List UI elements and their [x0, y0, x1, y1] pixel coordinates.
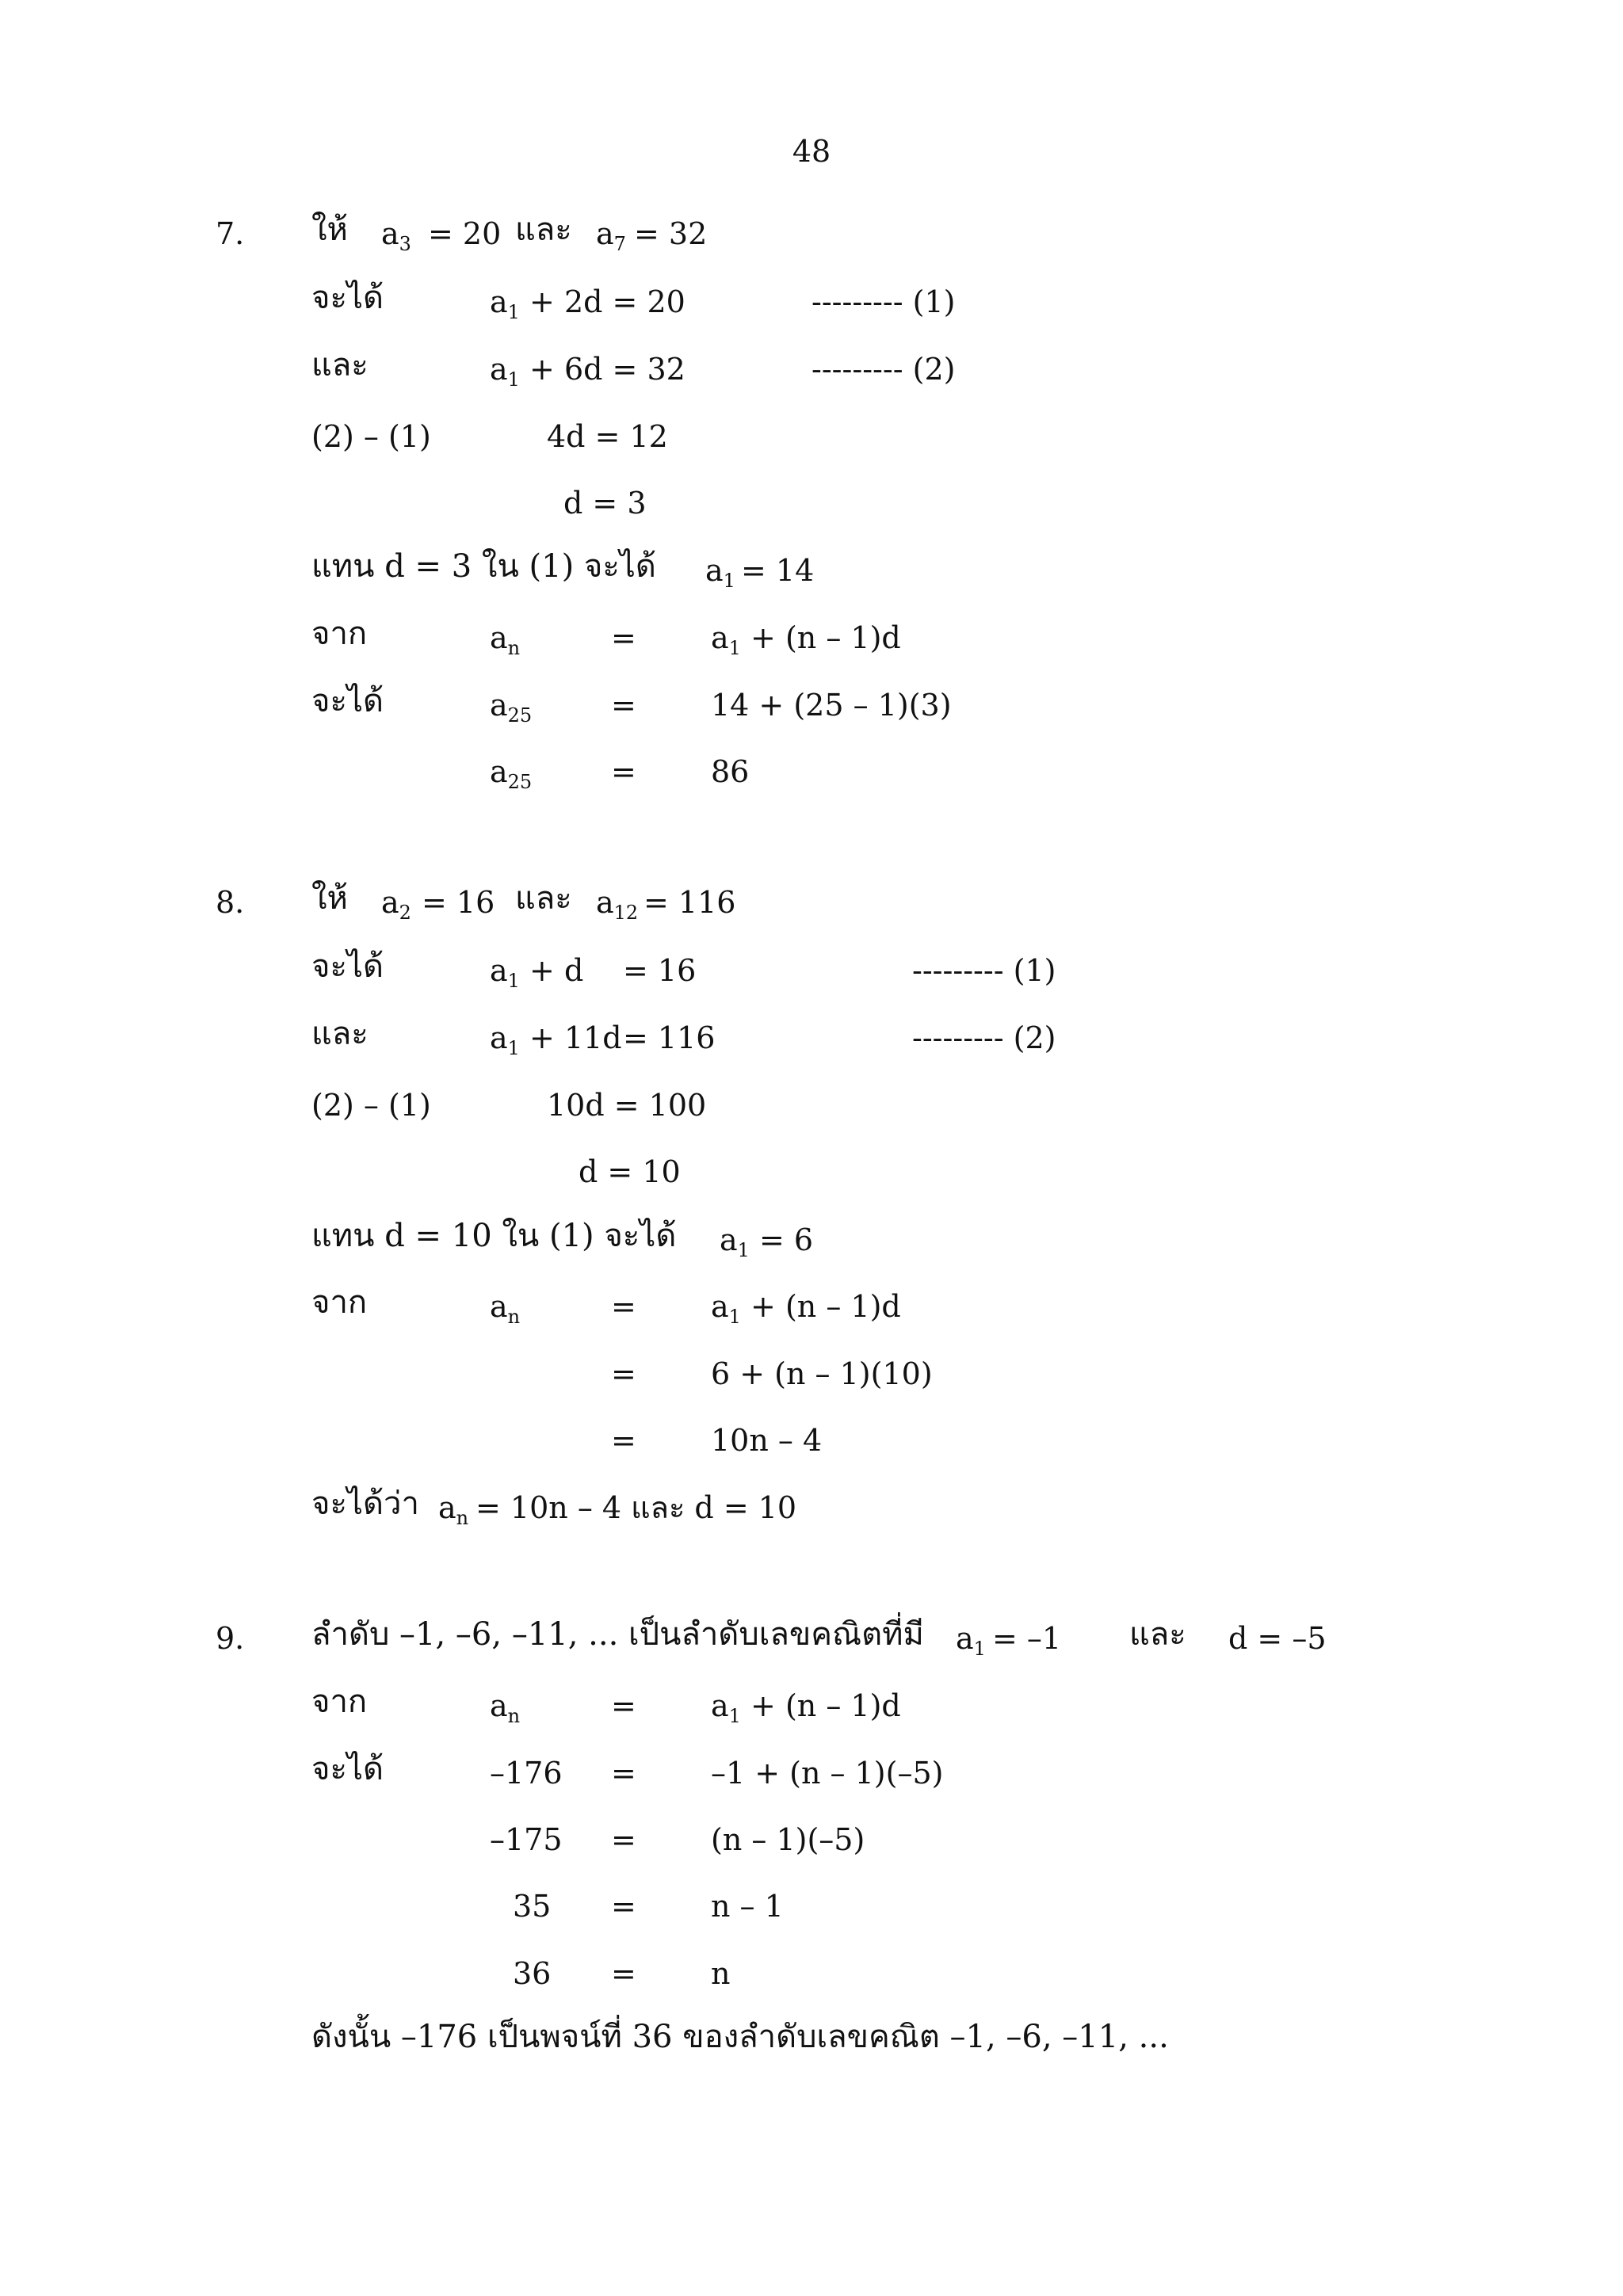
lhs: $a_n$: [490, 1688, 521, 1727]
result-a1: $a_1$: [705, 553, 735, 592]
equation-1-rhs: = 16: [623, 953, 697, 988]
sequence-intro: ลำดับ –1, –6, –11, ... เป็นลำดับเลขคณิตที่มี: [311, 1616, 924, 1653]
equation-line: d = 10: [579, 1154, 681, 1189]
rhs: 86: [711, 754, 750, 789]
page-number: 48: [792, 134, 831, 169]
given-a2: $a_2$: [381, 885, 411, 924]
conclusion-label: จะได้ว่า: [311, 1486, 419, 1522]
equation-tag: --------- (1): [812, 284, 956, 319]
conclusion-an: $a_n$: [438, 1490, 469, 1529]
given-a3-value: = 20: [428, 216, 502, 251]
result-a1: $a_1$: [720, 1222, 750, 1261]
given-a7: $a_7$: [596, 216, 626, 255]
equation-tag: --------- (2): [912, 1020, 1056, 1055]
rhs: n: [711, 1956, 731, 1991]
result-a1-value: = 6: [759, 1222, 814, 1257]
row-label: (2) – (1): [311, 1088, 431, 1123]
let-word: ให้: [311, 212, 348, 248]
lhs: 35: [513, 1889, 552, 1924]
equals-sign: =: [611, 1356, 636, 1391]
rhs: (n – 1)(–5): [711, 1822, 865, 1857]
rhs: $a_1 + (n - 1)d$: [711, 1289, 901, 1328]
equals-sign: =: [611, 1756, 636, 1791]
given-a7-value: = 32: [634, 216, 708, 251]
rhs: n – 1: [711, 1889, 784, 1924]
problem-number: 8.: [216, 885, 245, 920]
equation-tag: --------- (2): [812, 352, 956, 387]
lhs: $a_{25}$: [490, 688, 533, 727]
given-a2-value: = 16: [422, 885, 495, 920]
and-word: และ: [515, 880, 572, 917]
equation-line: 10d = 100: [547, 1088, 707, 1123]
conclusion-rest: = 10n – 4 และ d = 10: [475, 1490, 797, 1525]
equation-2: $a_1 + 6d = 32$: [490, 352, 685, 391]
given-a12-value: = 116: [643, 885, 736, 920]
row-label: (2) – (1): [311, 419, 431, 454]
equals-sign: =: [611, 1822, 636, 1857]
rhs: –1 + (n – 1)(–5): [711, 1756, 944, 1791]
equation-line: d = 3: [563, 486, 647, 521]
equals-sign: =: [611, 620, 636, 655]
equation-1: $a_1 + 2d = 20$: [490, 284, 685, 323]
row-label: จาก: [311, 1684, 368, 1720]
substitution-line: แทน d = 3 ใน (1) จะได้: [311, 548, 656, 585]
problem-number: 9.: [216, 1621, 245, 1656]
row-label: จะได้: [311, 280, 384, 316]
equals-sign: =: [611, 1289, 636, 1324]
result-a1-value: = 14: [741, 553, 815, 588]
lhs: 36: [513, 1956, 552, 1991]
problem-number: 7.: [216, 216, 245, 251]
row-label: จาก: [311, 1284, 368, 1321]
lhs: $a_n$: [490, 1289, 521, 1328]
given-a3: $a_3$: [381, 216, 411, 255]
equation-line: 4d = 12: [547, 419, 668, 454]
conclusion: ดังนั้น –176 เป็นพจน์ที่ 36 ของลำดับเลขคณิต –1, –6, –11, ...: [311, 2019, 1169, 2055]
and-word: และ: [1129, 1616, 1186, 1653]
let-word: ให้: [311, 880, 348, 917]
equals-sign: =: [611, 688, 636, 723]
rhs: $a_1 + (n - 1)d$: [711, 1688, 901, 1727]
equals-sign: =: [611, 754, 636, 789]
equals-sign: =: [611, 1956, 636, 1991]
equation-1-lhs: $a_1 + d$: [490, 953, 584, 992]
equation-2-lhs: $a_1 + 11d$: [490, 1020, 622, 1059]
equals-sign: =: [611, 1423, 636, 1458]
given-a12: $a_{12}$: [596, 885, 639, 924]
equals-sign: =: [611, 1889, 636, 1924]
given-a1-value: = –1: [992, 1621, 1062, 1656]
row-label: และ: [311, 347, 369, 383]
and-word: และ: [515, 212, 572, 248]
equation-2-rhs: = 116: [623, 1020, 716, 1055]
lhs: –176: [490, 1756, 563, 1791]
row-label: จะได้: [311, 683, 384, 719]
row-label: จะได้: [311, 1751, 384, 1787]
rhs: $a_1 + (n - 1)d$: [711, 620, 901, 659]
given-d: d = –5: [1228, 1621, 1327, 1656]
row-label: และ: [311, 1016, 369, 1052]
equals-sign: =: [611, 1688, 636, 1723]
rhs: 6 + (n – 1)(10): [711, 1356, 933, 1391]
given-a1: $a_1$: [956, 1621, 986, 1660]
substitution-line: แทน d = 10 ใน (1) จะได้: [311, 1218, 677, 1254]
rhs: 10n – 4: [711, 1423, 823, 1458]
row-label: จาก: [311, 616, 368, 652]
equation-tag: --------- (1): [912, 953, 1056, 988]
lhs: $a_{25}$: [490, 754, 533, 793]
row-label: จะได้: [311, 948, 384, 985]
lhs: –175: [490, 1822, 563, 1857]
lhs: $a_n$: [490, 620, 521, 659]
rhs: 14 + (25 – 1)(3): [711, 688, 952, 723]
